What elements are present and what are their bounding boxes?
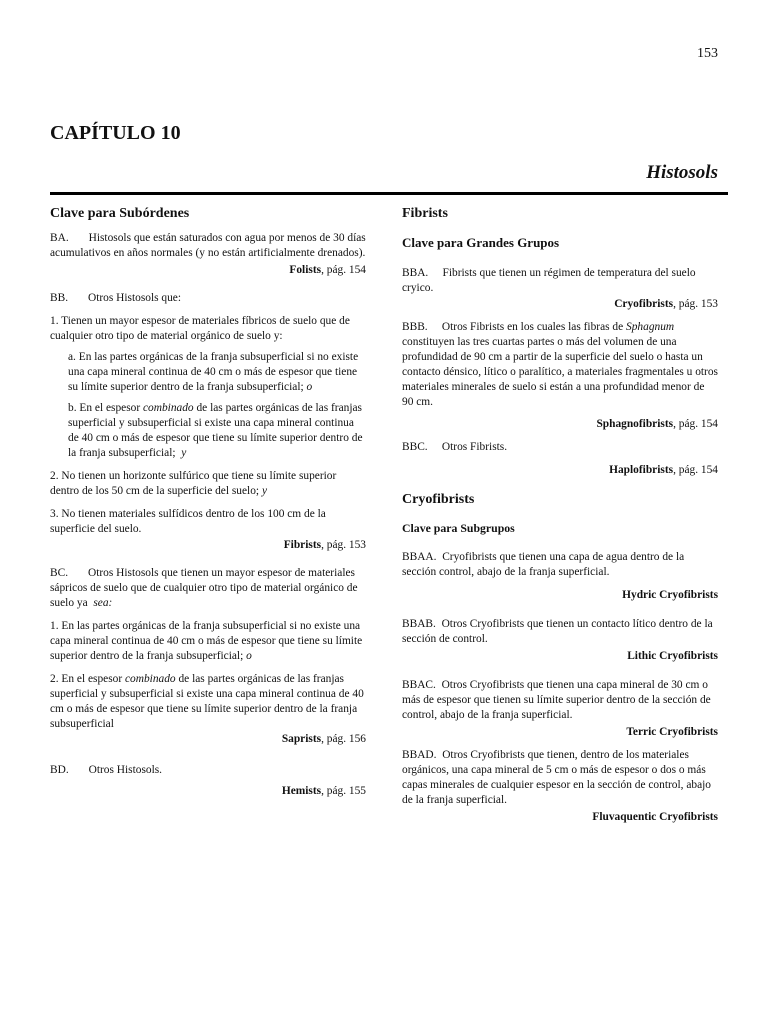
key-result: Fluvaquentic Cryofibrists — [592, 811, 718, 823]
section-heading: Cryofibrists — [402, 492, 475, 507]
result-page: , pág. 154 — [321, 264, 366, 276]
key-entry-bc: BC. Otros Histosols que tienen un mayor espesor de materiales sápricos de suelo que de cualquier otro tipo de material orgánico de suelo ya sea: — [50, 567, 358, 609]
key-entry-bbad: BBAD. Otros Cryofibrists que tienen, dentro de los materiales orgánicos, una capa mineral de 5 cm o más de espesor o dos o más capas minerales de cualquier espesor en la sección de control, abajo de la franja superficial. — [402, 749, 711, 806]
key-text: Histosols que están saturados con agua por menos de 30 días acumulativos en años normales (y no están artificialmente drenados). — [50, 232, 366, 259]
key-code: BA. — [50, 232, 69, 244]
key-result: Terric Cryofibrists — [626, 726, 718, 738]
chapter-heading: CAPÍTULO 10 — [50, 122, 181, 144]
key-result: Saprists, pág. 156 — [281, 733, 366, 745]
key-entry-ba — [50, 231, 366, 261]
subsection-heading: Clave para Subgrupos — [402, 521, 515, 535]
key-result: Hemists, pág. 155 — [281, 785, 366, 797]
key-result: Lithic Cryofibrists — [627, 650, 718, 662]
key-entry-bbab: BBAB. Otros Cryofibrists que tienen un contacto lítico dentro de la sección de control. — [402, 618, 713, 645]
key-result: Cryofibrists, pág. 153 — [614, 298, 718, 310]
key-code: BB. — [50, 292, 69, 304]
key-text: Otros Histosols que: — [87, 292, 182, 304]
criterion-item: 2. No tienen un horizonte sulfúrico que tiene su límite superior dentro de los 50 cm de la superficie del suelo; y — [50, 470, 337, 497]
criterion-item: 1. Tienen un mayor espesor de materiales fíbricos de suelo que de cualquier otro tipo de material orgánico de suelo y: — [50, 315, 350, 342]
key-result: Haplofibrists, pág. 154 — [609, 464, 718, 476]
key-entry-bbb: BBB. Otros Fibrists en los cuales las fibras de Sphagnum constituyen las tres cuartas partes o más del volumen de una profundidad de 90 cm a partir de la superficie del suelo o hasta un contacto dénsico, lítico o paralítico, a materiales fragmentales u otros materiales minerales de suelo si están a una profundidad menor de 90 cm. — [402, 321, 718, 408]
key-entry-bb — [50, 291, 366, 306]
key-result — [50, 263, 366, 278]
subsection-heading: Clave para Grandes Grupos — [402, 235, 560, 250]
title-rule — [50, 192, 728, 195]
section-heading: Clave para Subórdenes — [50, 206, 190, 221]
key-entry-bbc: BBC. Otros Fibrists. — [402, 441, 508, 453]
criterion-item: 1. En las partes orgánicas de la franja subsuperficial si no existe una capa mineral continua de 40 cm o más de espesor que tiene su límite superior dentro de la franja subsuperficial; o — [50, 620, 363, 662]
page-title: Histosols — [646, 162, 718, 183]
key-result: Sphagnofibrists, pág. 154 — [596, 418, 718, 430]
result-name: Folists — [289, 264, 322, 276]
criterion-subitem: b. En el espesor combinado de las partes orgánicas de las franjas superficial y subsuperficial si existe una capa mineral continua de 40 cm o más de espesor que tiene su límite superior dentro de la franja subsuperficial; y — [68, 402, 363, 459]
criterion-item: 2. En el espesor combinado de las partes orgánicas de las franjas superficial y subsuperficial si existe una capa mineral continua de 40 cm o más de espesor que tiene su límite superior dentro de la franja subsuperficial — [50, 673, 364, 730]
section-heading: Fibrists — [402, 206, 448, 221]
left-column — [50, 206, 366, 799]
key-entry-bbaa: BBAA. Cryofibrists que tienen una capa de agua dentro de la sección control, abajo de la franja superficial. — [402, 551, 685, 578]
key-entry-bd: BD. Otros Histosols. — [50, 764, 163, 776]
key-result: Hydric Cryofibrists — [622, 589, 718, 601]
key-entry-bba: BBA. Fibrists que tienen un régimen de temperatura del suelo cryico. — [402, 267, 696, 294]
criterion-item: 3. No tienen materiales sulfídicos dentro de los 100 cm de la superficie del suelo. — [50, 508, 326, 535]
key-entry-bbac: BBAC. Otros Cryofibrists que tienen una capa mineral de 30 cm o más de espesor que tienen su límite superior dentro de la sección de control, abajo de la franja superficial. — [402, 679, 711, 721]
page-number: 153 — [697, 46, 718, 61]
key-result: Fibrists, pág. 153 — [283, 539, 366, 551]
criterion-subitem: a. En las partes orgánicas de la franja subsuperficial si no existe una capa mineral continua de 40 cm o más de espesor que tiene su límite superior dentro de la franja subsuperficial; o — [68, 351, 359, 393]
right-column — [402, 206, 718, 825]
